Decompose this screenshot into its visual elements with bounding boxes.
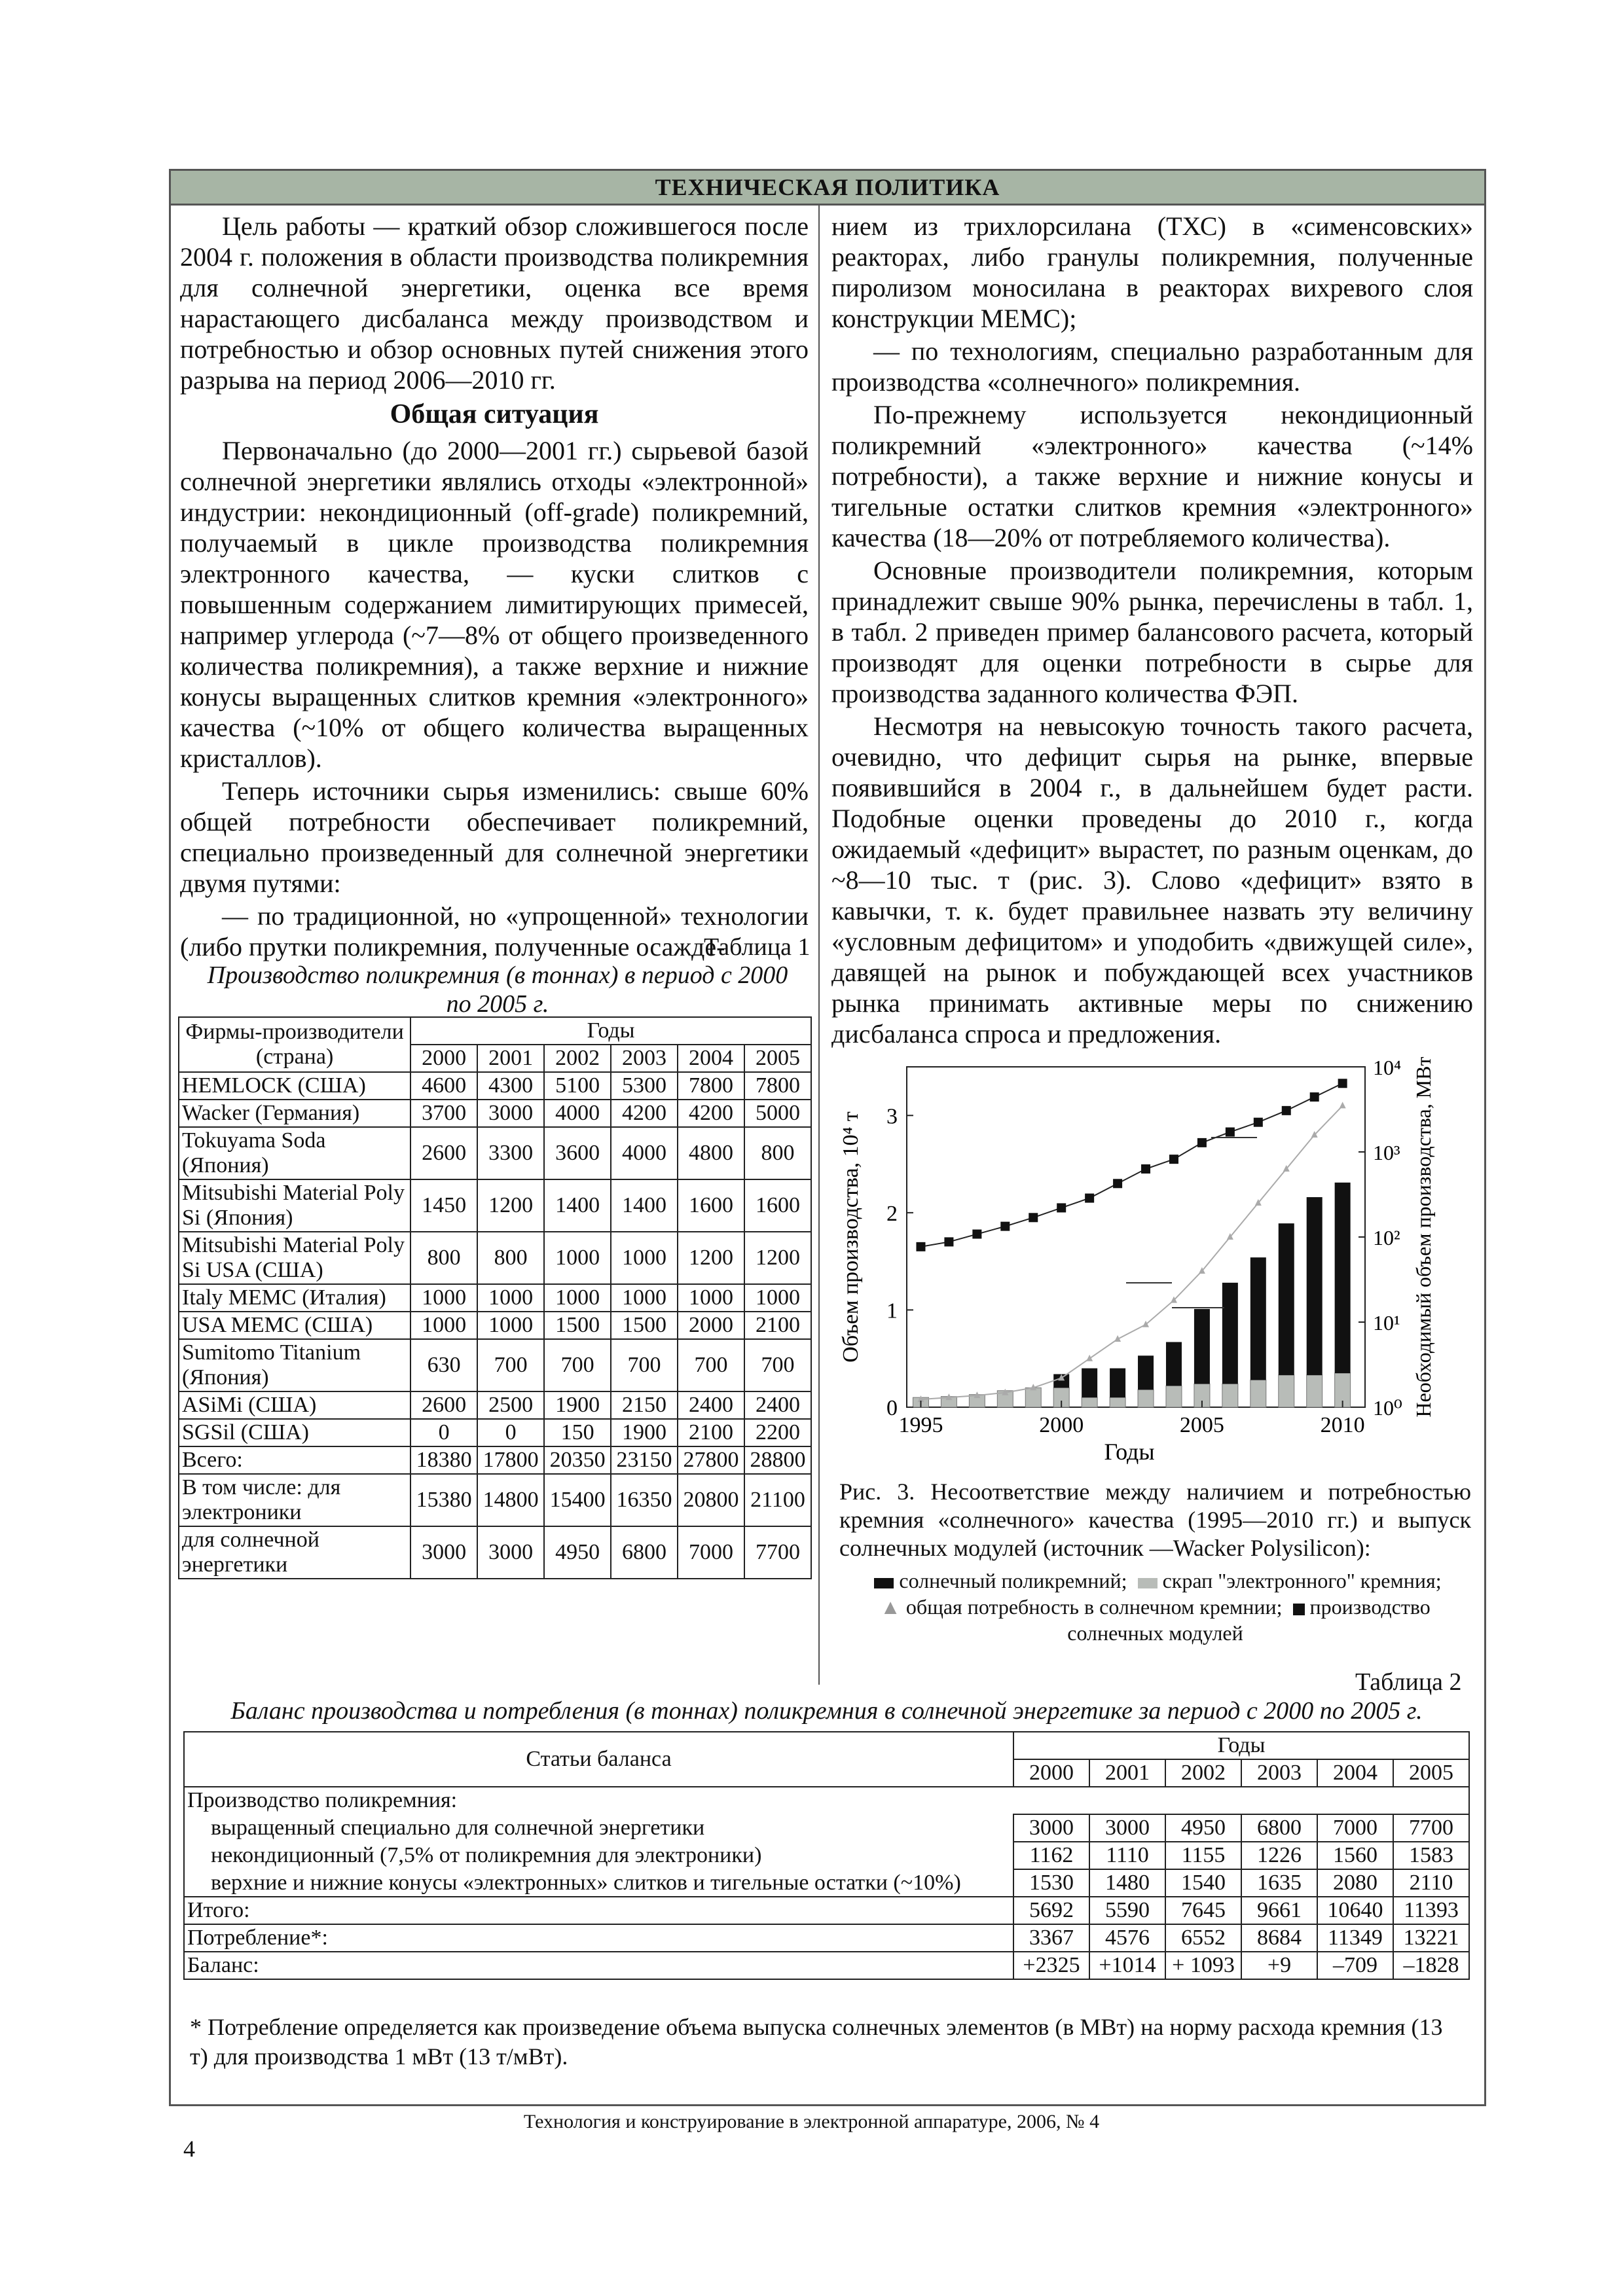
y2-tick-label: 10⁰	[1373, 1396, 1402, 1420]
table-cell: + 1093	[1165, 1952, 1241, 1979]
year-header: 2005	[1393, 1759, 1469, 1787]
figure3-caption: Рис. 3. Несоответствие между наличием и потребностью кремния «солнечного» качества (1995—2010 гг.) и выпуск солнечных модулей (источник —Wacker Polysilicon):	[839, 1479, 1471, 1561]
table-cell: 800	[410, 1232, 477, 1284]
table-cell: 7700	[744, 1526, 811, 1579]
year-header: 2004	[1317, 1759, 1393, 1787]
table-cell: 4600	[410, 1072, 477, 1100]
table-cell: 1635	[1241, 1869, 1317, 1897]
table-row	[179, 1127, 811, 1179]
table-cell: 1900	[544, 1391, 611, 1419]
table-cell: 4200	[678, 1100, 744, 1127]
table-cell: 1000	[410, 1284, 477, 1312]
bar-scrap	[1025, 1388, 1041, 1407]
point-modules	[1113, 1179, 1122, 1188]
table-cell: 4800	[678, 1127, 744, 1179]
point-modules	[1254, 1118, 1263, 1127]
point-demand	[1142, 1321, 1149, 1327]
paragraph: нием из трихлорсилана (ТХС) в «сименсовских» реакторах, либо гранулы поликремния, полученные пиролизом моносилана в реакторах вихревого слоя конструкции МЕМС);	[831, 211, 1473, 333]
table-cell: 1000	[477, 1284, 544, 1312]
table-cell: 1500	[611, 1312, 678, 1339]
table-cell: 5000	[744, 1100, 811, 1127]
table-cell: 7700	[1393, 1814, 1469, 1842]
year-header: 2000	[410, 1045, 477, 1072]
table-cell: 1200	[744, 1232, 811, 1284]
bar-scrap	[1222, 1384, 1238, 1407]
journal-footer: Технология и конструирование в электронной аппаратуре, 2006, № 4	[523, 2111, 1100, 2132]
table-cell: 630	[410, 1339, 477, 1391]
year-header: 2002	[1165, 1759, 1241, 1787]
x-axis-label: Годы	[1104, 1439, 1155, 1465]
y-tick-label: 2	[886, 1201, 898, 1226]
table-cell: 1000	[611, 1232, 678, 1284]
table-cell: 1000	[744, 1284, 811, 1312]
y2-tick-label: 10²	[1373, 1226, 1400, 1249]
table-cell: 20350	[544, 1446, 611, 1474]
table-cell: 1900	[611, 1419, 678, 1446]
point-modules	[1310, 1092, 1319, 1102]
paragraph: Несмотря на невысокую точность такого расчета, очевидно, что дефицит сырья на рынке, впервые появившийся в 2004 г., в дальнейшем будет расти. Подобные оценки проведены до 2010 г., когда ожидаемый «дефицит» вырастет, по разным оценкам, до ~8—10 тыс. т (рис. 3). Слово «дефицит» взято в кавычки, т. к. будет правильнее назвать эту величину «условным дефицитом» и уподобить «движущей силе», давящей на рынок и побуждающей всех участников рынка принимать активные меры по снижению дисбаланса спроса и предложения.	[831, 711, 1473, 1049]
table-cell: 2110	[1393, 1869, 1469, 1897]
row-label: Потребление*:	[184, 1924, 1013, 1952]
y-axis-label: Объем производства, 10⁴ т	[839, 1111, 863, 1363]
column-header: Годы	[1013, 1732, 1469, 1759]
table-cell: 4000	[544, 1100, 611, 1127]
table-cell: 1200	[678, 1232, 744, 1284]
row-label: некондиционный (7,5% от поликремния для электроники)	[184, 1842, 1013, 1869]
row-label: Tokuyama Soda (Япония)	[179, 1127, 410, 1179]
y-tick-label: 3	[886, 1104, 898, 1129]
table-cell: 11393	[1393, 1897, 1469, 1924]
paragraph: Основные производители поликремния, которым принадлежит свыше 90% рынка, перечислены в табл. 1, в табл. 2 приведен пример балансового расчета, который производят для оценки потребности в сырье для производства заданного количества ФЭП.	[831, 556, 1473, 708]
table-cell: 700	[744, 1339, 811, 1391]
y-tick-label: 0	[886, 1396, 898, 1420]
page-number: 4	[183, 2136, 195, 2162]
table-row	[179, 1474, 811, 1526]
square-icon	[1293, 1604, 1305, 1615]
table-cell: 150	[544, 1419, 611, 1446]
table-cell: 3000	[410, 1526, 477, 1579]
x-tick-label: 2005	[1179, 1413, 1224, 1437]
table-cell: 1530	[1013, 1869, 1089, 1897]
point-modules	[1169, 1155, 1178, 1164]
table-cell: 700	[477, 1339, 544, 1391]
legend-solar: солнечный поликремний;	[899, 1569, 1127, 1592]
table-cell: 4576	[1089, 1924, 1165, 1952]
table-cell: –1828	[1393, 1952, 1469, 1979]
table-row	[179, 1072, 811, 1100]
table-cell: 1162	[1013, 1842, 1089, 1869]
figure3-chart	[831, 1047, 1473, 1473]
point-modules	[1057, 1203, 1066, 1212]
table-cell: 0	[410, 1419, 477, 1446]
table-cell: 2200	[744, 1419, 811, 1446]
table-cell: 5300	[611, 1072, 678, 1100]
table-cell: 2000	[678, 1312, 744, 1339]
table-row	[179, 1391, 811, 1419]
row-label: Italy MEMC (Италия)	[179, 1284, 410, 1312]
table2-caption: Баланс производства и потребления (в тоннах) поликремния в солнечной энергетике за период с 2000 по 2005 г.	[230, 1697, 1423, 1725]
table-cell: 1000	[678, 1284, 744, 1312]
bar-solar	[1250, 1257, 1266, 1380]
table-cell: 3000	[477, 1100, 544, 1127]
point-demand	[1340, 1102, 1346, 1108]
table-cell: 9661	[1241, 1897, 1317, 1924]
table-cell: 1000	[544, 1284, 611, 1312]
table-row	[179, 1312, 811, 1339]
paragraph: Теперь источники сырья изменились: свыше 60% общей потребности обеспечивает поликремний, специально произведенный для солнечной энергетики двумя путями:	[180, 776, 809, 898]
table-cell: 3000	[1089, 1814, 1165, 1842]
point-modules	[1338, 1079, 1347, 1088]
table-row	[179, 1232, 811, 1284]
table-cell: 700	[544, 1339, 611, 1391]
table-cell: 1400	[611, 1179, 678, 1232]
table-row	[179, 1419, 811, 1446]
table-cell: 15380	[410, 1474, 477, 1526]
bar-scrap	[1250, 1380, 1266, 1407]
table-cell: 28800	[744, 1446, 811, 1474]
table-cell: 13221	[1393, 1924, 1469, 1952]
row-label: для солнечной энергетики	[179, 1526, 410, 1579]
table-row	[184, 1897, 1469, 1924]
table-cell: 14800	[477, 1474, 544, 1526]
table-cell: 2100	[744, 1312, 811, 1339]
table-cell: 20800	[678, 1474, 744, 1526]
table-cell: 1000	[611, 1284, 678, 1312]
table-cell: 6800	[611, 1526, 678, 1579]
table-cell: 1000	[477, 1312, 544, 1339]
table-row	[179, 1179, 811, 1232]
table-cell: 0	[477, 1419, 544, 1446]
table-cell: 1400	[544, 1179, 611, 1232]
row-label: Sumitomo Titanium (Япония)	[179, 1339, 410, 1391]
bar-solar	[1082, 1369, 1097, 1398]
table1	[178, 1016, 812, 1579]
year-header: 2002	[544, 1045, 611, 1072]
table-cell: 27800	[678, 1446, 744, 1474]
table-cell: 2100	[678, 1419, 744, 1446]
row-label: Mitsubishi Material Poly Si (Япония)	[179, 1179, 410, 1232]
column-header: Статьи баланса	[184, 1732, 1013, 1787]
table-row	[179, 1339, 811, 1391]
table-cell: +9	[1241, 1952, 1317, 1979]
table-cell: 11349	[1317, 1924, 1393, 1952]
column-header: Годы	[410, 1017, 811, 1045]
table-cell: 4200	[611, 1100, 678, 1127]
row-label: USA MEMC (США)	[179, 1312, 410, 1339]
row-label: Итого:	[184, 1897, 1013, 1924]
point-modules	[1000, 1222, 1010, 1231]
table2-footnote: * Потребление определяется как произведение объема выпуска солнечных элементов (в МВт) на норму расхода кремния (13 т) для производства 1 мВт (13 т/мВт).	[190, 2014, 1443, 2070]
legend-scrap: скрап "электронного" кремния;	[1162, 1569, 1442, 1592]
bar-solar	[1279, 1223, 1294, 1375]
table-cell: 5100	[544, 1072, 611, 1100]
table-cell: 18380	[410, 1446, 477, 1474]
table-row	[184, 1814, 1469, 1842]
table-cell: 2600	[410, 1127, 477, 1179]
table-cell: 1200	[477, 1179, 544, 1232]
table-cell: 16350	[611, 1474, 678, 1526]
table-cell: 2080	[1317, 1869, 1393, 1897]
bar-scrap	[1166, 1386, 1182, 1407]
row-label: верхние и нижние конусы «электронных» слитков и тигельные остатки (~10%)	[184, 1869, 1013, 1897]
table-cell: 3000	[1013, 1814, 1089, 1842]
point-modules	[1226, 1128, 1235, 1137]
table-cell: 2400	[744, 1391, 811, 1419]
table-cell: 23150	[611, 1446, 678, 1474]
table-cell: 1480	[1089, 1869, 1165, 1897]
row-label: Mitsubishi Material Poly Si USA (США)	[179, 1232, 410, 1284]
year-header: 2001	[477, 1045, 544, 1072]
y2-tick-label: 10³	[1373, 1141, 1400, 1164]
row-label: В том числе: для электроники	[179, 1474, 410, 1526]
table-cell: 7000	[1317, 1814, 1393, 1842]
table-row	[179, 1526, 811, 1579]
row-label: Баланс:	[184, 1952, 1013, 1979]
bar-solar	[1110, 1369, 1125, 1398]
table-row	[179, 1446, 811, 1474]
legend-modules: производство солнечных модулей	[1067, 1595, 1431, 1645]
table-cell: 7645	[1165, 1897, 1241, 1924]
table-cell: 700	[611, 1339, 678, 1391]
point-modules	[916, 1242, 925, 1251]
table-cell: 4000	[611, 1127, 678, 1179]
table-row	[184, 1924, 1469, 1952]
line-modules	[921, 1083, 1342, 1247]
legend-swatch-scrap	[1138, 1578, 1158, 1588]
point-modules	[1029, 1213, 1038, 1222]
row-label: HEMLOCK (США)	[179, 1072, 410, 1100]
row-label: ASiMi (США)	[179, 1391, 410, 1419]
table-cell: 3700	[410, 1100, 477, 1127]
table-cell: 3367	[1013, 1924, 1089, 1952]
table-cell: 1000	[410, 1312, 477, 1339]
year-header: 2003	[611, 1045, 678, 1072]
table-cell: 21100	[744, 1474, 811, 1526]
table-cell: 800	[744, 1127, 811, 1179]
bar-scrap	[1138, 1390, 1154, 1407]
table2	[183, 1731, 1470, 1980]
year-header: 2001	[1089, 1759, 1165, 1787]
column-header: Фирмы-производители (страна)	[179, 1017, 410, 1072]
table-header-row	[179, 1017, 811, 1045]
table-cell: 1540	[1165, 1869, 1241, 1897]
year-header: 2005	[744, 1045, 811, 1072]
bar-scrap	[1082, 1397, 1097, 1407]
table-cell: 1110	[1089, 1842, 1165, 1869]
table1-label: Таблица 1	[704, 933, 811, 961]
figure3-legend	[839, 1568, 1471, 1646]
bar-scrap	[1307, 1375, 1322, 1407]
legend-swatch-solar	[874, 1578, 894, 1588]
paragraph: Первоначально (до 2000—2001 гг.) сырьевой базой солнечной энергетики являлись отходы «электронной» индустрии: некондиционный (off-grade) поликремний, получаемый в цикле производства поликремния электронного качества, — куски слитков с повышенным содержанием лимитирующих примесей, например углерода (~7—8% от общего произведенного количества поликремния), а также верхние и нижние конусы выращенных слитков кремния «электронного» качества (~10% от общего количества выращенных кристаллов).	[180, 436, 809, 773]
bar-scrap	[1279, 1375, 1294, 1407]
table-cell: –709	[1317, 1952, 1393, 1979]
table-cell: 5590	[1089, 1897, 1165, 1924]
bar-solar	[1138, 1355, 1154, 1390]
table-cell: 1600	[678, 1179, 744, 1232]
bar-scrap	[1110, 1397, 1125, 1407]
table-cell: 17800	[477, 1446, 544, 1474]
bar-solar	[1194, 1309, 1210, 1384]
point-modules	[1085, 1194, 1094, 1203]
table-cell: 700	[678, 1339, 744, 1391]
table-cell: 7800	[744, 1072, 811, 1100]
point-modules	[1282, 1106, 1291, 1115]
year-header: 2000	[1013, 1759, 1089, 1787]
table-cell: 1500	[544, 1312, 611, 1339]
table-cell: 800	[477, 1232, 544, 1284]
table-cell: 6552	[1165, 1924, 1241, 1952]
table-header-row	[184, 1732, 1469, 1759]
table-cell: 4300	[477, 1072, 544, 1100]
table-cell: 3000	[477, 1526, 544, 1579]
section-title: Производство поликремния:	[184, 1787, 1469, 1814]
triangle-icon: ▲	[880, 1595, 901, 1619]
intro-paragraph: Цель работы — краткий обзор сложившегося после 2004 г. положения в области производства поликремния для солнечной энергетики, оценка все время нарастающего дисбаланса между производством и потребностью и обзор основных путей снижения этого разрыва на период 2006—2010 гг.	[180, 211, 809, 395]
table-row	[179, 1284, 811, 1312]
bar-solar	[1307, 1197, 1322, 1375]
table-cell: 1000	[544, 1232, 611, 1284]
table-cell: +2325	[1013, 1952, 1089, 1979]
section-header: ТЕХНИЧЕСКАЯ ПОЛИТИКА	[169, 169, 1486, 206]
left-column	[180, 211, 809, 964]
table-cell: 1583	[1393, 1842, 1469, 1869]
point-modules	[944, 1237, 953, 1246]
table-cell: 1226	[1241, 1842, 1317, 1869]
table-cell: 1450	[410, 1179, 477, 1232]
table-row	[184, 1787, 1469, 1814]
table-row	[184, 1869, 1469, 1897]
paragraph: По-прежнему используется некондиционный поликремний «электронного» качества (~14% потребности), а также верхние и нижние конусы и тигельные остатки слитков кремния «электронного» качества (18—20% от потребляемого количества).	[831, 400, 1473, 552]
bar-solar	[1335, 1183, 1351, 1373]
y-tick-label: 1	[886, 1299, 898, 1323]
table-cell: 5692	[1013, 1897, 1089, 1924]
table-row	[184, 1952, 1469, 1979]
table-cell: 3300	[477, 1127, 544, 1179]
point-modules	[1141, 1164, 1150, 1174]
table-cell: 2400	[678, 1391, 744, 1419]
row-label: SGSil (США)	[179, 1419, 410, 1446]
bar-solar	[1222, 1283, 1238, 1384]
point-demand	[1086, 1355, 1093, 1361]
table1-caption: Производство поликремния (в тоннах) в период с 2000 по 2005 г.	[207, 961, 788, 1018]
y2-tick-label: 10¹	[1373, 1311, 1400, 1335]
year-header: 2003	[1241, 1759, 1317, 1787]
x-tick-label: 2010	[1320, 1413, 1365, 1437]
table-cell: 1600	[744, 1179, 811, 1232]
x-tick-label: 2000	[1039, 1413, 1084, 1437]
row-label: выращенный специально для солнечной энергетики	[184, 1814, 1013, 1842]
column-divider	[818, 206, 820, 1685]
point-modules	[972, 1230, 981, 1239]
table-cell: 8684	[1241, 1924, 1317, 1952]
table-row	[179, 1100, 811, 1127]
paragraph: — по традиционной, но «упрощенной» технологии (либо прутки поликремния, полученные осажде-	[180, 901, 809, 961]
point-modules	[1197, 1138, 1207, 1147]
section-heading: Общая ситуация	[390, 399, 599, 429]
table-cell: 1155	[1165, 1842, 1241, 1869]
bar-solar	[1166, 1342, 1182, 1386]
table-row	[184, 1842, 1469, 1869]
y2-axis-label: Необходимый объем производства, МВт	[1412, 1056, 1435, 1418]
table2-label: Таблица 2	[1355, 1668, 1462, 1696]
legend-demand: общая потребность в солнечном кремнии;	[905, 1595, 1283, 1619]
table-cell: 7000	[678, 1526, 744, 1579]
table-cell: 15400	[544, 1474, 611, 1526]
table-cell: 6800	[1241, 1814, 1317, 1842]
table-cell: 2150	[611, 1391, 678, 1419]
table-cell: 3600	[544, 1127, 611, 1179]
row-label: Wacker (Германия)	[179, 1100, 410, 1127]
table-cell: +1014	[1089, 1952, 1165, 1979]
table-cell: 7800	[678, 1072, 744, 1100]
table-cell: 4950	[544, 1526, 611, 1579]
y2-tick-label: 10⁴	[1373, 1056, 1402, 1079]
table-cell: 10640	[1317, 1897, 1393, 1924]
year-header: 2004	[678, 1045, 744, 1072]
x-tick-label: 1995	[898, 1413, 943, 1437]
row-label: Всего:	[179, 1446, 410, 1474]
table-cell: 1560	[1317, 1842, 1393, 1869]
table-cell: 2600	[410, 1391, 477, 1419]
table-cell: 2500	[477, 1391, 544, 1419]
table-cell: 4950	[1165, 1814, 1241, 1842]
paragraph: — по технологиям, специально разработанным для производства «солнечного» поликремния.	[831, 336, 1473, 397]
right-column	[831, 211, 1473, 1051]
